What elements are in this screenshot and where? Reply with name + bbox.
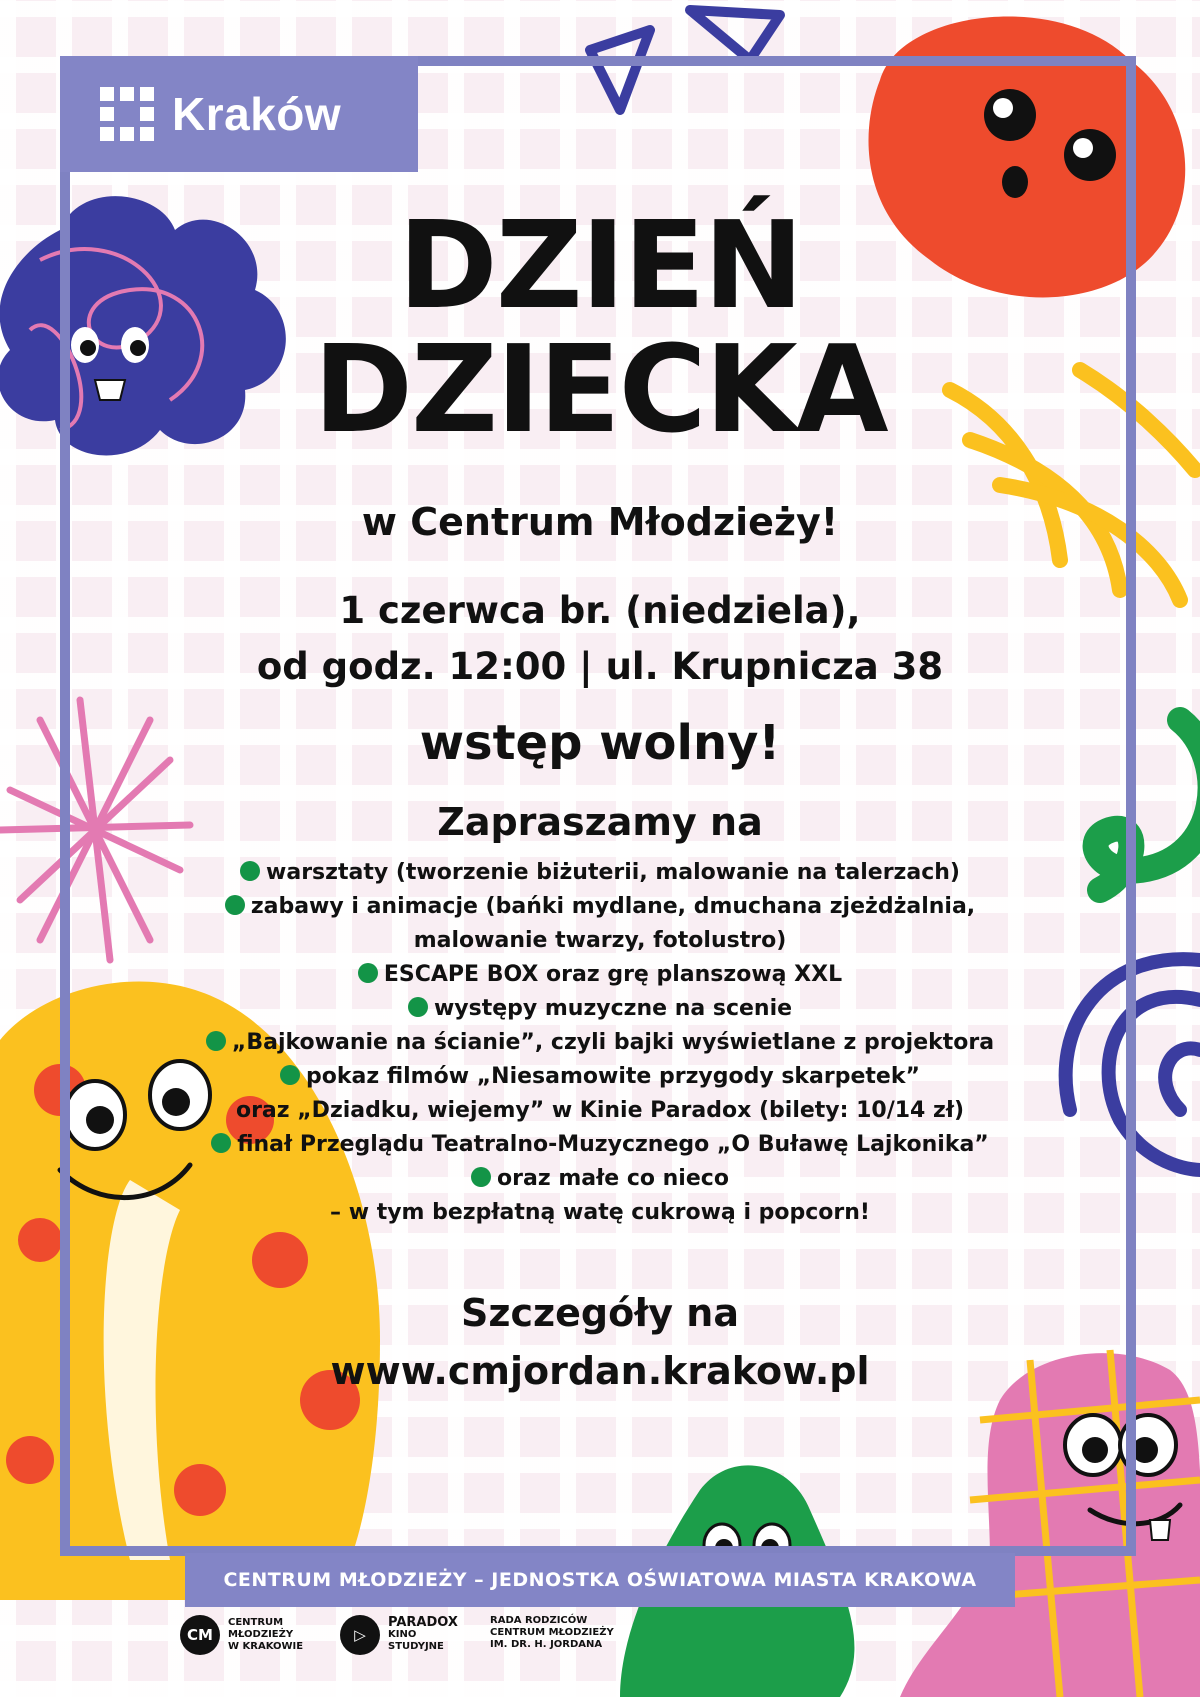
sponsor-centrum-mlodziezy: CM CENTRUM MŁODZIEŻY W KRAKOWIE <box>180 1615 303 1655</box>
subtitle-text: w Centrum Młodzieży! <box>361 500 839 544</box>
event-info <box>180 583 1020 695</box>
sponsor-paradox: ▷ PARADOX KINO STUDYJNE <box>340 1615 458 1655</box>
list-item: zabawy i animacje (bańki mydlane, dmuchana zjeżdżalnia, <box>180 890 1020 924</box>
krakow-logo <box>60 56 418 172</box>
details-block <box>180 1284 1020 1400</box>
list-item: warsztaty (tworzenie biżuterii, malowanie na talerzach) <box>180 856 1020 890</box>
list-item: ESCAPE BOX oraz grę planszową XXL <box>180 958 1020 992</box>
invite-heading-text: Zapraszamy na <box>437 800 763 844</box>
list-item: „Bajkowanie na ścianie”, czyli bajki wyświetlane z projektora <box>180 1026 1020 1060</box>
bullet-dot-icon <box>225 895 245 915</box>
details-url[interactable]: www.cmjordan.krakow.pl <box>330 1349 870 1393</box>
event-date: 1 czerwca br. (niedziela), <box>339 589 861 632</box>
bullet-dot-icon <box>280 1065 300 1085</box>
list-item-continuation: – w tym bezpłatną watę cukrową i popcorn! <box>330 1200 870 1225</box>
title-line-1: DZIEŃ <box>398 197 802 336</box>
bullet-dot-icon <box>358 963 378 983</box>
list-item: finał Przeglądu Teatralno-Muzycznego „O Buławę Lajkonika” <box>180 1128 1020 1162</box>
subtitle <box>180 500 1020 544</box>
list-item: występy muzyczne na scenie <box>180 992 1020 1026</box>
paradox-logo-icon: ▷ <box>340 1615 380 1655</box>
title-block <box>180 197 1020 460</box>
invite-heading <box>180 800 1020 844</box>
bullet-dot-icon <box>211 1133 231 1153</box>
event-time-place: od godz. 12:00 | ul. Krupnicza 38 <box>256 645 944 688</box>
bullet-dot-icon <box>408 997 428 1017</box>
activity-list <box>180 856 1020 1230</box>
triangle-doodle-icon <box>690 10 780 60</box>
bullet-dot-icon <box>240 861 260 881</box>
list-item-continuation: malowanie twarzy, fotolustro) <box>413 928 787 953</box>
footer-org-bar <box>185 1553 1015 1607</box>
details-label: Szczegóły na <box>460 1291 739 1335</box>
logo-text: Kraków <box>172 88 342 140</box>
bullet-dot-icon <box>206 1031 226 1051</box>
sponsor-rada-rodzicow: RADA RODZICÓW CENTRUM MŁODZIEŻY IM. DR. H. JORDANA <box>490 1615 614 1650</box>
list-item-continuation: oraz „Dziadku, wiejemy” w Kinie Paradox (bilety: 10/14 zł) <box>235 1098 965 1123</box>
cm-logo-icon: CM <box>180 1615 220 1655</box>
admission <box>180 715 1020 771</box>
list-item: pokaz filmów „Niesamowite przygody skarpetek” <box>180 1060 1020 1094</box>
list-item: oraz małe co nieco <box>180 1162 1020 1196</box>
bullet-dot-icon <box>471 1167 491 1187</box>
title-line-2: DZIECKA <box>313 321 887 460</box>
admission-text: wstęp wolny! <box>419 715 781 771</box>
krakow-emblem-icon <box>100 87 154 141</box>
footer-org-text: CENTRUM MŁODZIEŻY – JEDNOSTKA OŚWIATOWA MIASTA KRAKOWA <box>223 1569 977 1591</box>
